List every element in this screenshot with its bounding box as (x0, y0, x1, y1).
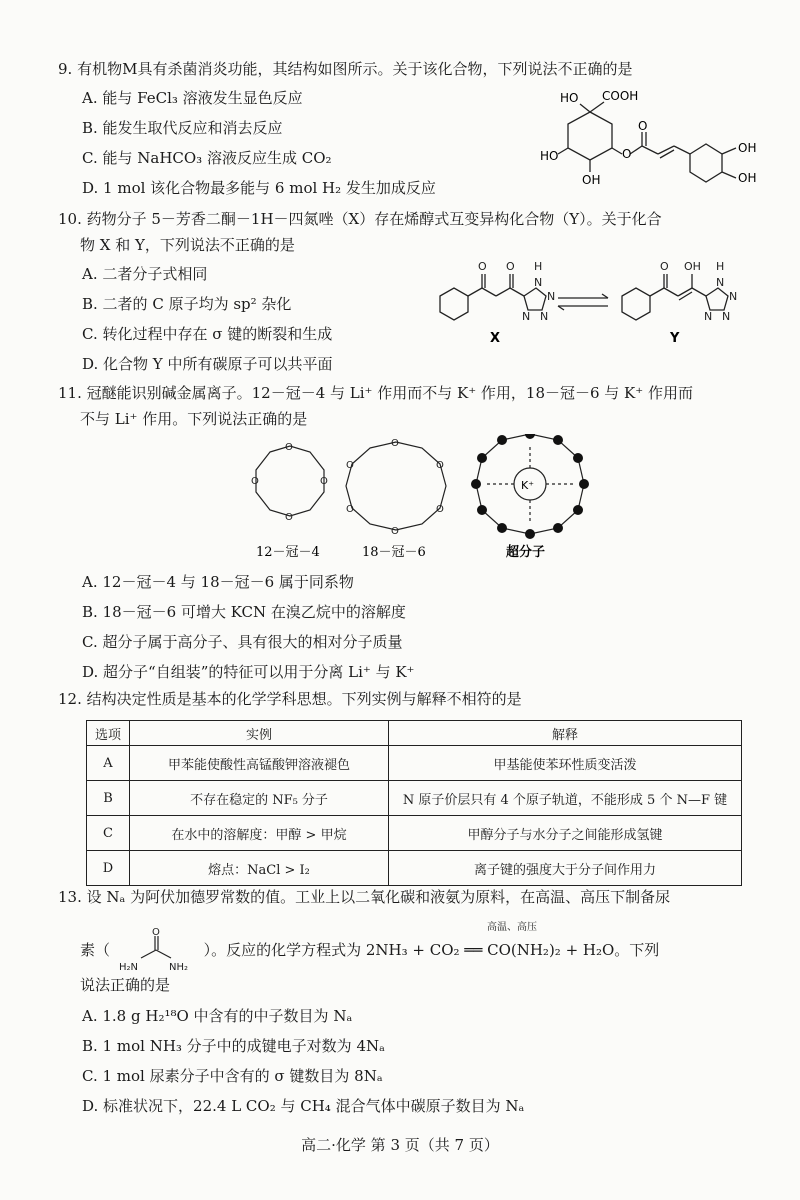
q10-y-oh: OH (684, 260, 701, 273)
q12-col-example: 实例 (130, 721, 389, 746)
table-row (87, 746, 742, 781)
q13-stem-line2a: 素（ (80, 941, 111, 959)
q10-x-n2: N (547, 290, 556, 303)
q11-12c4-o1: O (285, 442, 293, 453)
q10-x-o2: O (506, 260, 515, 273)
q9-stem: 9. 有机物M具有杀菌消炎功能，其结构如图所示。关于该化合物，下列说法不正确的是 (58, 60, 633, 78)
q12-row-d-example: 熔点：NaCl > I₂ (130, 851, 389, 886)
q10-y-n1: N (716, 276, 725, 289)
q10-option-c: C. 转化过程中存在 σ 键的断裂和生成 (82, 325, 333, 343)
page-footer: 高二·化学 第 3 页（共 7 页） (301, 1136, 499, 1154)
q11-18c6-o1: O (391, 438, 399, 449)
q11-12c4-o2: O (320, 476, 328, 487)
q9-option-a: A. 能与 FeCl₃ 溶液发生显色反应 (82, 89, 303, 107)
q12-table (86, 720, 742, 886)
q11-18c6-o3: O (436, 504, 444, 515)
q9-option-c: C. 能与 NaHCO₃ 溶液反应生成 CO₂ (82, 149, 332, 167)
q10-y-n4: N (704, 310, 713, 323)
q9-label-ester-o: O (622, 147, 632, 161)
q12-row-d-option: D (87, 851, 130, 886)
q13-stem-line3-wrap (58, 972, 748, 998)
q10-y-n2: N (729, 290, 738, 303)
question-9 (58, 56, 748, 82)
q13-stem-line2 (80, 928, 659, 974)
q9-label-cooh: COOH (602, 89, 639, 103)
q13-urea-nh2-left: H₂N (118, 962, 138, 973)
q10-x-o1: O (478, 260, 487, 273)
q13-option-b: B. 1 mol NH₃ 分子中的成键电子对数为 4Nₐ (82, 1037, 385, 1055)
q9-label-oh-1: OH (738, 141, 757, 155)
q13-stem-line1: 13. 设 Nₐ 为阿伏加德罗常数的值。工业上以二氧化碳和液氨为原料，在高温、高压下制备尿 (58, 888, 671, 906)
q10-stem-line2: 物 X 和 Y，下列说法不正确的是 (80, 236, 295, 254)
q11-option-b: B. 18－冠－6 可增大 KCN 在溴乙烷中的溶解度 (82, 603, 406, 621)
q13-urea-o: O (151, 928, 160, 938)
question-13 (58, 884, 748, 910)
q12-row-c-example: 在水中的溶解度：甲醇 > 甲烷 (130, 816, 389, 851)
question-11 (58, 380, 748, 432)
q12-table-header (87, 721, 742, 746)
q10-stem-line1: 10. 药物分子 5－芳香二酮－1H－四氮唑（X）存在烯醇式互变异构化合物（Y）。关于化合 (58, 210, 662, 228)
q13-option-c: C. 1 mol 尿素分子中含有的 σ 键数目为 8Nₐ (82, 1067, 383, 1085)
q12-row-a-explanation: 甲基能使苯环性质变活泼 (389, 746, 742, 781)
table-row (87, 781, 742, 816)
table-row (87, 816, 742, 851)
q13-urea-nh2-right: NH₂ (168, 962, 188, 973)
q10-label-y: Y (670, 331, 680, 346)
q12-col-explanation: 解释 (389, 721, 742, 746)
q13-urea-structure (115, 928, 199, 974)
q11-12c4-o3: O (285, 512, 293, 523)
q11-label-supramolecule: 超分子 (506, 545, 546, 560)
q12-row-b-option: B (87, 781, 130, 816)
q9-label-oh-2: OH (738, 171, 757, 185)
q11-stem-line2: 不与 Li⁺ 作用。下列说法正确的是 (80, 410, 308, 428)
q11-option-a: A. 12－冠－4 与 18－冠－6 属于同系物 (82, 573, 354, 591)
q12-row-b-example: 不存在稳定的 NF₅ 分子 (130, 781, 389, 816)
q13-stem-line3: 说法正确的是 (80, 976, 171, 994)
q9-structure-figure (540, 84, 780, 194)
q10-y-n3: N (722, 310, 731, 323)
question-12 (58, 686, 748, 712)
q10-option-d: D. 化合物 Y 中所有碳原子可以共平面 (82, 355, 333, 373)
q10-tautomer-figure (430, 258, 770, 350)
q10-option-a: A. 二者分子式相同 (82, 265, 208, 283)
q12-stem: 12. 结构决定性质是基本的化学学科思想。下列实例与解释不相符的是 (58, 690, 522, 708)
q11-18c6-o4: O (391, 526, 399, 537)
table-row (87, 851, 742, 886)
q9-option-b: B. 能发生取代反应和消去反应 (82, 119, 283, 137)
q10-label-x: X (490, 331, 501, 346)
q13-option-a: A. 1.8 g H₂¹⁸O 中含有的中子数目为 Nₐ (82, 1007, 353, 1025)
q11-12c4-o4: O (251, 476, 259, 487)
q12-row-c-explanation: 甲醇分子与水分子之间能形成氢键 (389, 816, 742, 851)
q12-col-option: 选项 (87, 721, 130, 746)
q11-label-18c6: 18－冠－6 (362, 545, 426, 560)
q12-row-c-option: C (87, 816, 130, 851)
q11-18c6-o6: O (346, 460, 354, 471)
q12-row-d-explanation: 离子键的强度大于分子间作用力 (389, 851, 742, 886)
q10-option-b: B. 二者的 C 原子均为 sp² 杂化 (82, 295, 292, 313)
q10-x-n4: N (522, 310, 531, 323)
q11-18c6-o2: O (436, 460, 444, 471)
q11-crown-ether-figure (240, 434, 600, 564)
q10-x-n3: N (540, 310, 549, 323)
q11-k-ion: K⁺ (521, 479, 535, 492)
q11-option-c: C. 超分子属于高分子、具有很大的相对分子质量 (82, 633, 403, 651)
q9-label-ho-left: HO (540, 149, 559, 163)
question-10 (58, 206, 748, 258)
q10-y-h: H (716, 260, 725, 273)
q12-row-a-example: 甲苯能使酸性高锰酸钾溶液褪色 (130, 746, 389, 781)
q11-option-d: D. 超分子“自组装”的特征可以用于分离 Li⁺ 与 K⁺ (82, 663, 415, 681)
q9-label-carbonyl-o: O (638, 119, 648, 133)
q10-x-n1: N (534, 276, 543, 289)
q11-18c6-o5: O (346, 504, 354, 515)
q13-stem-line2b: ）。反应的化学方程式为 2NH₃ + CO₂ ══ CO(NH₂)₂ + H₂O。下列 (203, 941, 660, 959)
q11-stem-line1: 11. 冠醚能识别碱金属离子。12－冠－4 与 Li⁺ 作用而不与 K⁺ 作用，18－冠－6 与 K⁺ 作用而 (58, 384, 693, 402)
q13-option-d: D. 标准状况下，22.4 L CO₂ 与 CH₄ 混合气体中碳原子数目为 Nₐ (82, 1097, 525, 1115)
q12-row-a-option: A (87, 746, 130, 781)
q9-label-ho-top: HO (560, 91, 579, 105)
q13-reaction-condition: 高温、高压 (487, 922, 537, 933)
q10-x-h: H (534, 260, 543, 273)
q11-label-12c4: 12－冠－4 (256, 545, 320, 560)
q9-option-d: D. 1 mol 该化合物最多能与 6 mol H₂ 发生加成反应 (82, 179, 436, 197)
q9-label-oh-bottom: OH (582, 173, 601, 187)
q12-row-b-explanation: N 原子价层只有 4 个原子轨道，不能形成 5 个 N—F 键 (389, 781, 742, 816)
q10-y-o: O (660, 260, 669, 273)
